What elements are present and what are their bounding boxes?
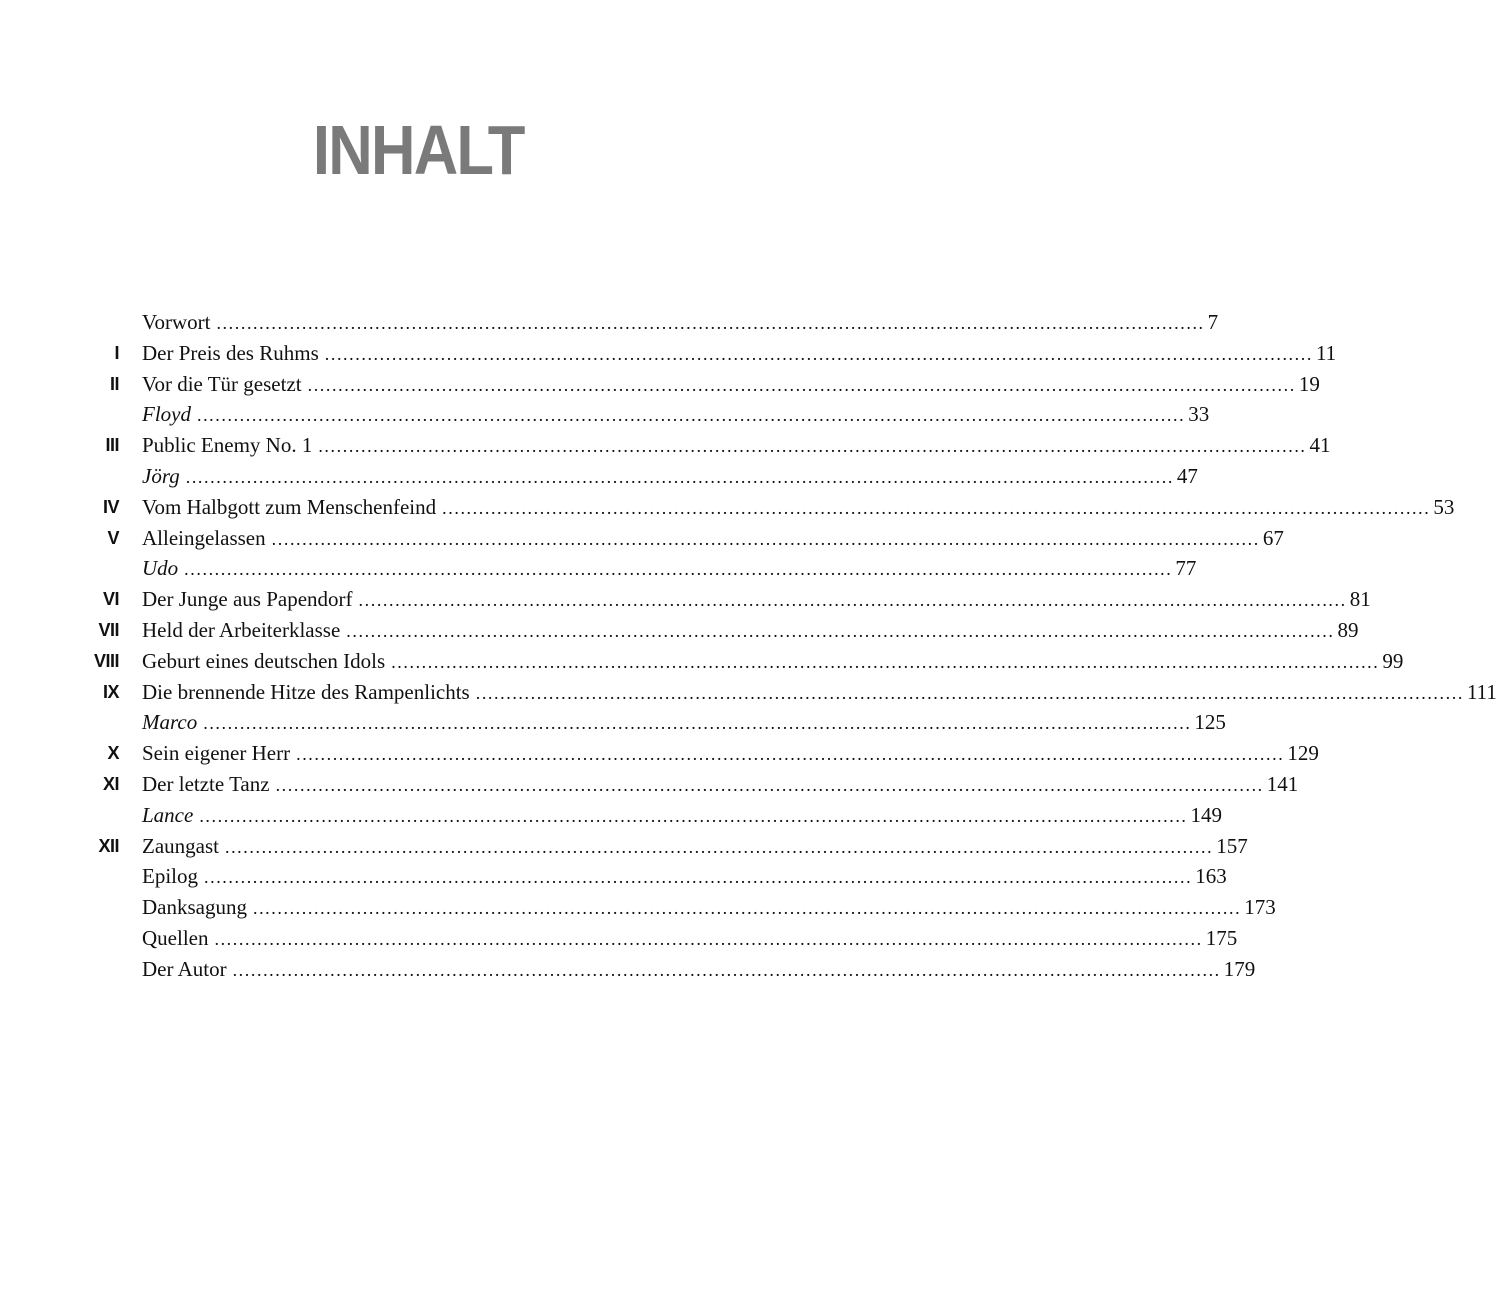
chapter-title: Floyd [142, 402, 191, 427]
page-number: 53 [1433, 494, 1455, 519]
chapter-number: X [107, 743, 119, 764]
chapter-number: VIII [93, 650, 119, 671]
page-number: 19 [1298, 371, 1320, 396]
chapter-title: Udo [142, 556, 179, 581]
page-number: 11 [1315, 340, 1337, 365]
chapter-title: Held der Arbeiterklasse [142, 617, 341, 642]
dot-leader: .................................................................................................................................................................. [214, 928, 1203, 949]
dot-leader: .................................................................................................................................................................. [307, 374, 1296, 395]
chapter-number: VI [102, 589, 119, 610]
page-number: 33 [1188, 402, 1210, 427]
chapter-number: VII [98, 619, 119, 640]
toc-line [142, 553, 1197, 585]
page-number: 163 [1195, 864, 1227, 889]
page-number: 129 [1287, 741, 1319, 766]
page-number: 149 [1190, 802, 1223, 827]
dot-leader: .................................................................................................................................................................. [199, 805, 1188, 826]
dot-leader: .................................................................................................................................................................. [318, 436, 1307, 457]
toc-line [142, 923, 1238, 955]
chapter-title: Zaungast [142, 833, 219, 858]
chapter-title: Vom Halbgott zum Menschenfeind [142, 494, 437, 519]
chapter-title: Der letzte Tanz [142, 771, 270, 796]
page-number: 157 [1216, 833, 1248, 858]
chapter-title: Der Autor [142, 956, 227, 981]
toc-line [142, 738, 1319, 770]
chapter-number: IX [102, 681, 119, 702]
dot-leader: .................................................................................................................................................................. [442, 497, 1431, 518]
toc-entry [0, 615, 1359, 646]
chapter-title: Quellen [142, 925, 209, 950]
page-number: 47 [1176, 463, 1198, 488]
toc-entry [0, 307, 1219, 338]
toc-line [142, 769, 1299, 801]
dot-leader: .................................................................................................................................................................. [252, 898, 1242, 919]
page-number: 175 [1205, 925, 1238, 950]
toc-entry [0, 738, 1319, 769]
chapter-title: Jörg [142, 463, 180, 488]
toc-line [142, 307, 1219, 339]
toc-line [142, 492, 1455, 524]
dot-leader: .................................................................................................................................................................. [271, 528, 1260, 549]
dot-leader: .................................................................................................................................................................. [275, 774, 1264, 795]
chapter-title: Die brennende Hitze des Rampenlichts [142, 679, 470, 704]
chapter-title: Vor die Tür gesetzt [142, 371, 302, 396]
dot-leader: .................................................................................................................................................................. [346, 620, 1335, 641]
page-number: 141 [1266, 771, 1299, 796]
toc-entry [0, 769, 1299, 800]
page-number: 173 [1244, 895, 1276, 920]
chapter-title: Sein eigener Herr [142, 741, 291, 766]
page-title: INHALT [312, 111, 524, 189]
chapter-title: Geburt eines deutschen Idols [142, 648, 386, 673]
dot-leader: .................................................................................................................................................................. [296, 744, 1285, 765]
toc-entry [0, 831, 1248, 862]
page-number: 89 [1337, 617, 1359, 642]
toc-entry [0, 892, 1276, 923]
page-number: 179 [1223, 956, 1256, 981]
chapter-number: V [107, 527, 119, 548]
page-number: 125 [1194, 710, 1226, 735]
page-number: 111 [1466, 679, 1497, 704]
dot-leader: .................................................................................................................................................................. [216, 313, 1205, 333]
toc-line [142, 584, 1371, 616]
chapter-number: II [109, 373, 119, 394]
page-number: 7 [1207, 310, 1219, 334]
toc-line [142, 707, 1226, 739]
dot-leader: .................................................................................................................................................................. [391, 651, 1380, 672]
toc-entry [0, 954, 1256, 985]
toc-entry [0, 399, 1210, 430]
chapter-title: Alleingelassen [142, 525, 266, 550]
chapter-title: Lance [142, 802, 194, 827]
dot-leader: .................................................................................................................................................................. [204, 867, 1193, 888]
toc-line [142, 892, 1276, 924]
toc-line [142, 831, 1248, 863]
toc-line [142, 646, 1404, 678]
toc-entry [0, 800, 1223, 831]
dot-leader: .................................................................................................................................................................. [203, 713, 1192, 734]
toc-line [142, 677, 1497, 709]
toc-line [142, 369, 1320, 401]
toc-entry [0, 677, 1497, 708]
table-of-contents [0, 307, 1497, 985]
chapter-title: Danksagung [142, 895, 247, 920]
chapter-title: Epilog [142, 864, 198, 889]
toc-entry [0, 553, 1197, 584]
toc-entry [0, 461, 1198, 492]
dot-leader: .................................................................................................................................................................. [324, 343, 1313, 364]
toc-entry [0, 338, 1337, 369]
chapter-number: I [114, 342, 119, 363]
toc-entry [0, 646, 1404, 677]
toc-entry [0, 707, 1226, 738]
toc-line [142, 461, 1198, 493]
toc-entry [0, 923, 1238, 954]
toc-line [142, 338, 1337, 370]
chapter-number: III [105, 435, 119, 456]
toc-line [142, 399, 1210, 431]
toc-entry [0, 584, 1371, 615]
toc-entry [0, 861, 1227, 892]
toc-entry [0, 369, 1320, 400]
toc-line [142, 800, 1223, 832]
page-number: 81 [1349, 587, 1371, 612]
chapter-number: XI [102, 773, 119, 794]
toc-entry [0, 523, 1284, 554]
toc-entry [0, 430, 1331, 461]
toc-line [142, 954, 1256, 986]
toc-line [142, 615, 1359, 647]
dot-leader: .................................................................................................................................................................. [475, 682, 1464, 703]
chapter-number: IV [102, 496, 119, 517]
chapter-title: Der Junge aus Papendorf [142, 587, 353, 612]
dot-leader: .................................................................................................................................................................. [358, 590, 1347, 611]
toc-line [142, 430, 1331, 462]
page-number: 77 [1175, 556, 1197, 581]
chapter-title: Vorwort [142, 310, 211, 334]
page-number: 41 [1309, 433, 1331, 458]
dot-leader: .................................................................................................................................................................. [196, 405, 1186, 426]
toc-line [142, 861, 1227, 893]
page-number: 67 [1262, 525, 1284, 550]
dot-leader: .................................................................................................................................................................. [185, 466, 1174, 487]
chapter-number: XII [98, 835, 119, 856]
toc-line [142, 523, 1284, 555]
dot-leader: .................................................................................................................................................................. [184, 559, 1173, 580]
chapter-title: Marco [142, 710, 198, 735]
dot-leader: .................................................................................................................................................................. [224, 836, 1214, 857]
toc-entry [0, 492, 1455, 523]
dot-leader: .................................................................................................................................................................. [232, 959, 1221, 980]
page-number: 99 [1382, 648, 1404, 673]
chapter-title: Public Enemy No. 1 [142, 433, 313, 458]
chapter-title: Der Preis des Ruhms [142, 340, 319, 365]
